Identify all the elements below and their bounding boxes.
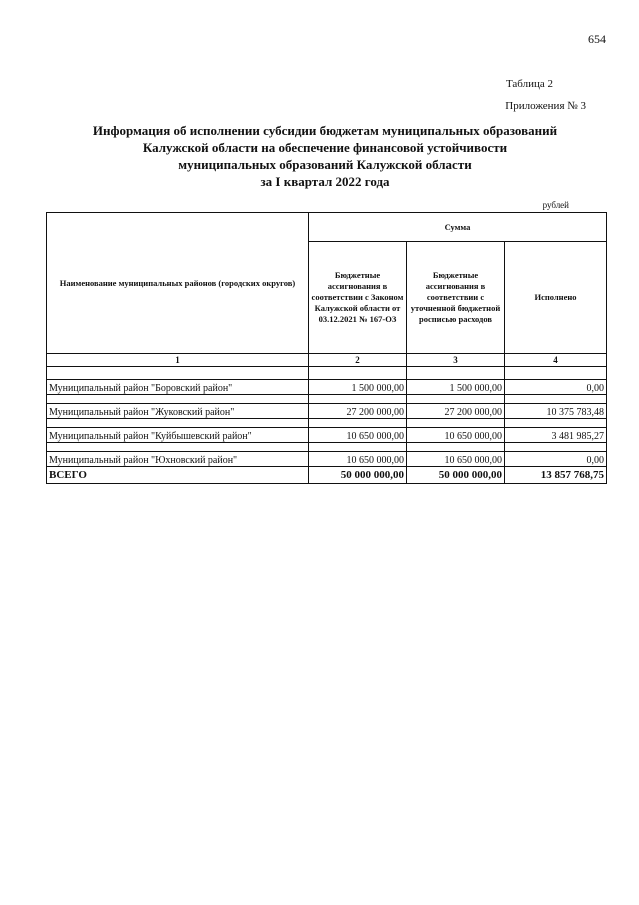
law-amount: 10 650 000,00 [309,428,407,443]
header-sum: Сумма [309,213,607,242]
district-name: Муниципальный район "Куйбышевский район" [47,428,309,443]
law-amount: 27 200 000,00 [309,404,407,419]
spacer-row [47,395,607,404]
title-line: муниципальных образований Калужской области [178,157,472,172]
district-name: Муниципальный район "Жуковский район" [47,404,309,419]
table-row [47,428,607,443]
total-row [47,467,607,484]
revised-amount: 1 500 000,00 [407,380,505,395]
spacer-row [47,419,607,428]
budget-table [46,212,607,484]
executed-amount: 10 375 783,48 [505,404,607,419]
spacer-row [47,367,607,380]
column-number-row [47,354,607,367]
law-amount: 10 650 000,00 [309,452,407,467]
district-name: Муниципальный район "Боровский район" [47,380,309,395]
total-law-amount: 50 000 000,00 [309,467,407,484]
table-row [47,452,607,467]
appendix-caption: Приложения № 3 [505,100,586,112]
executed-amount: 3 481 985,27 [505,428,607,443]
table-row [47,380,607,395]
column-number: 1 [47,354,309,367]
column-number: 4 [505,354,607,367]
title-line: Информация об исполнении субсидии бюджетам муниципальных образований [92,123,558,138]
revised-amount: 27 200 000,00 [407,404,505,419]
header-executed-column: Исполнено [505,242,607,354]
page-number: 654 [588,32,606,46]
column-number: 3 [407,354,505,367]
total-executed-amount: 13 857 768,75 [505,467,607,484]
header-revised-column: Бюджетные ассигнования в соответствии с уточненной бюджетной росписью расходов [407,242,505,354]
total-label: ВСЕГО [47,467,309,484]
column-number: 2 [309,354,407,367]
header-law-column: Бюджетные ассигнования в соответствии с Законом Калужской области от 03.12.2021 № 167-ОЗ [309,242,407,354]
unit-label: рублей [542,200,569,210]
revised-amount: 10 650 000,00 [407,452,505,467]
header-row [47,213,607,242]
title-line: за I квартал 2022 года [260,174,390,189]
total-revised-amount: 50 000 000,00 [407,467,505,484]
header-name-column: Наименование муниципальных районов (городских округов) [47,213,309,354]
law-amount: 1 500 000,00 [309,380,407,395]
executed-amount: 0,00 [505,452,607,467]
district-name: Муниципальный район "Юхновский район" [47,452,309,467]
title-line: Калужской области на обеспечение финансовой устойчивости [142,140,508,155]
document-title [40,122,610,190]
table-caption: Таблица 2 [505,78,553,90]
table-row [47,404,607,419]
revised-amount: 10 650 000,00 [407,428,505,443]
spacer-row [47,443,607,452]
executed-amount: 0,00 [505,380,607,395]
